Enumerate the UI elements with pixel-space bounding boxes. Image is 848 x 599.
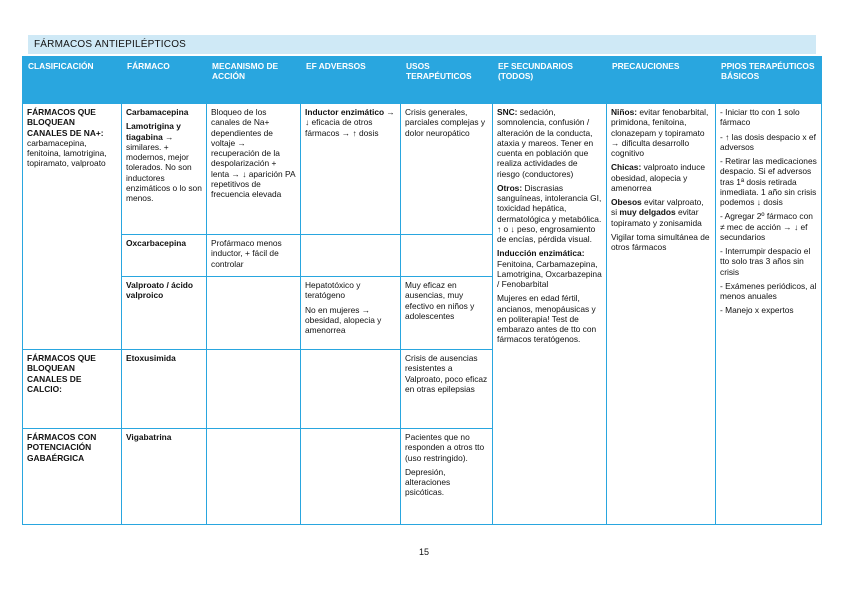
document-title: FÁRMACOS ANTIEPILÉPTICOS [28, 35, 816, 54]
class-na-cell [23, 104, 122, 350]
ppio-item: - Agregar 2º fármaco con ≠ mec de acción → ↓ ef secundarios [720, 211, 813, 242]
mechanism-gaba [207, 429, 301, 525]
drug-lamotrigina: Lamotrigina y tiagabina [126, 121, 181, 142]
drug-oxcarbacepina-cell [122, 235, 207, 277]
uses-gaba-2: Depresión, alteraciones psicóticas. [405, 466, 451, 498]
prec-vigilar: Vigilar toma simultánea de otros fármacos [611, 231, 710, 252]
drug-valproato: Valproato / ácido valproico [126, 280, 194, 301]
drug-valproato-cell [122, 277, 207, 350]
side-induccion-text: Fenitoina, Carbamazepina, Lamotrigina, Oxcarbazepina / Fenobarbital [497, 258, 602, 289]
drug-vigabatrina: Vigabatrina [126, 432, 172, 442]
class-ca-cell [23, 350, 122, 429]
class-na-list: carbamacepina, fenitoina, lamotrigina, topiramato, valproato [27, 137, 107, 169]
prec-ninos-title: Niños: [611, 107, 638, 117]
side-mujeres: Mujeres en edad fértil, ancianos, menopáusicas y en politerapia! Test de embarazo antes de tto con fármacos teratógenos. [497, 293, 597, 345]
mechanism-valp [207, 277, 301, 350]
adverse-oxc [301, 235, 401, 277]
header-ef-adversos: EF ADVERSOS [301, 57, 401, 104]
adverse-na-title: Inductor enzimático [305, 107, 385, 117]
drug-lamotrigina-note: → similares. + modernos, mejor tolerados. No son inductores enzimáticos o lo son menos. [126, 131, 202, 203]
header-farmaco: FÁRMACO [122, 57, 207, 104]
side-snc-text: sedación, somnolencia, confusión / alteración de la conducta, ataxia y mareos. Tener en cuenta en población que realiza actividades de riesgo (conductores) [497, 107, 594, 179]
header-ppios: PPIOS TERAPÉUTICOS BÁSICOS [716, 57, 822, 104]
ppio-item: - Iniciar tto con 1 solo fármaco [720, 107, 800, 128]
adverse-ca [301, 350, 401, 429]
uses-na: Crisis generales, parciales complejas y dolor neuropático [401, 104, 493, 235]
drug-etoxusimida: Etoxusimida [126, 353, 176, 363]
adverse-valp [301, 277, 401, 350]
prec-obesos-title: Obesos [611, 197, 642, 207]
adverse-valp-2: No en mujeres → obesidad, alopecia y amenorrea [305, 304, 382, 335]
mechanism-ca [207, 350, 301, 429]
side-induccion-title: Inducción enzimática: [497, 248, 585, 259]
class-na-title: FÁRMACOS QUE BLOQUEAN CANALES DE NA+: [27, 107, 104, 138]
ppio-item: - ↑ las dosis despacio x ef adversos [720, 131, 816, 152]
prec-chicas-title: Chicas: [611, 162, 642, 173]
mechanism-oxc: Profármaco menos inductor, + fácil de controlar [207, 235, 301, 277]
page-number: 15 [418, 547, 429, 557]
ppio-item: - Retirar las medicaciones despacio. Si ef adversos tras 1ª dosis retirada inmediata. 1 año sin crisis podemos ↓ dosis [720, 156, 817, 207]
class-ca-title: FÁRMACOS QUE BLOQUEAN CANALES DE CALCIO: [27, 353, 96, 394]
drug-etoxusimida-cell [122, 350, 207, 429]
class-gaba-title: FÁRMACOS CON POTENCIACIÓN GABAÉRGICA [27, 432, 97, 463]
ppio-item: - Exámenes periódicos, al menos anuales [720, 280, 817, 301]
antiepileptic-table [22, 56, 822, 525]
table-row [23, 104, 822, 235]
header-row [23, 57, 822, 104]
drug-carbamacepina-cell [122, 104, 207, 235]
header-ef-secundarios: EF SECUNDARIOS (TODOS) [493, 57, 607, 104]
adverse-na-text: → ↓ eficacia de otros fármacos → ↑ dosis [305, 107, 395, 138]
ppios-cell [716, 104, 822, 525]
uses-valp: Muy eficaz en ausencias, muy efectivo en niños y adolescentes [401, 277, 493, 350]
adverse-valp-1: Hepatotóxico y teratógeno [305, 280, 361, 301]
prec-obesos-mid: evitar valproato, si [611, 197, 704, 218]
header-clasificacion: CLASIFICACIÓN [23, 57, 122, 104]
side-effects-cell [493, 104, 607, 525]
side-otros-title: Otros: [497, 182, 523, 193]
prec-obesos-text: evitar topiramato y zonisamida [611, 207, 702, 228]
mechanism-na: Bloqueo de los canales de Na+ dependientes de voltaje → recuperación de la despolarización + lenta → ↓ aparición PA repetitivos de frecuencia elevada [207, 104, 301, 235]
adverse-na [301, 104, 401, 235]
ppio-item: - Interrumpir despacio el tto solo tras 3 años sin crisis [720, 246, 811, 277]
prec-ninos-text: evitar fenobarbital, primidona, fenitoina, clonazepam y topiramato → dificulta desarrollo cognitivo [611, 107, 709, 158]
uses-oxc [401, 235, 493, 277]
prec-delgados-title: muy delgados [619, 207, 676, 218]
ppio-item: - Manejo x expertos [720, 305, 794, 316]
drug-oxcarbacepina: Oxcarbacepina [126, 238, 187, 248]
drug-vigabatrina-cell [122, 429, 207, 525]
side-snc-title: SNC: [497, 107, 518, 117]
prec-chicas-text: valproato induce obesidad, alopecia y amenorrea [611, 162, 706, 193]
adverse-gaba [301, 429, 401, 525]
drug-carbamacepina: Carbamacepina [126, 107, 189, 117]
uses-gaba-1: Pacientes que no responden a otros tto (uso restringido). [405, 432, 485, 463]
header-precauciones: PRECAUCIONES [607, 57, 716, 104]
class-gaba-cell [23, 429, 122, 525]
header-mecanismo: MECANISMO DE ACCIÓN [207, 57, 301, 104]
side-otros-text: Discrasias sanguíneas, intolerancia GI, toxicidad hepática, dermatológica y metabólica. ↑ o ↓ peso, engrosamiento de encías, pérdida visual. [497, 182, 602, 244]
uses-ca: Crisis de ausencias resistentes a Valproato, poco eficaz en otras epilepsias [401, 350, 493, 429]
header-usos: USOS TERAPÉUTICOS [401, 57, 493, 104]
precautions-cell [607, 104, 716, 525]
uses-gaba [401, 429, 493, 525]
